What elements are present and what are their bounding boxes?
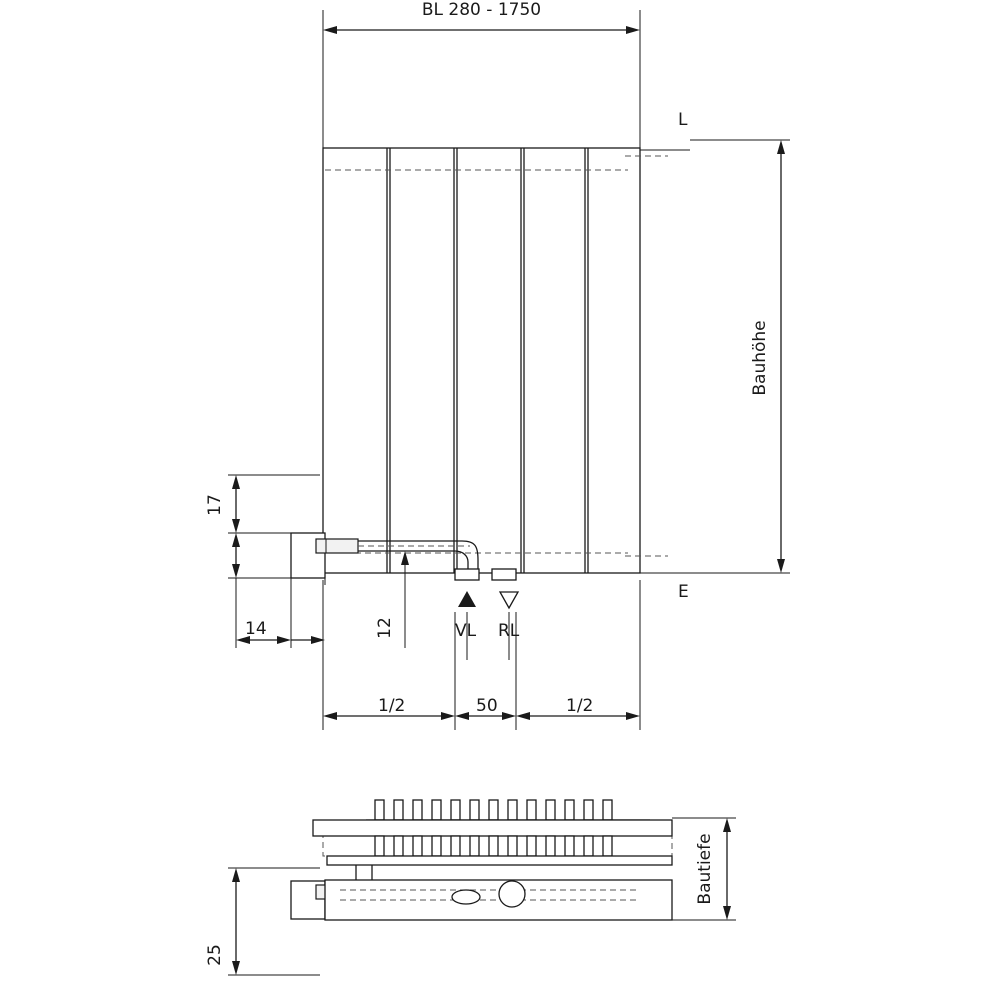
label-bautiefe: Bautiefe [695, 833, 715, 905]
dimension-bottom-row [323, 580, 640, 730]
label-width-range: BL 280 - 1750 [421, 0, 542, 20]
valve-circle-icon [499, 881, 525, 907]
label-dim-14: 14 [245, 619, 267, 639]
label-bauhoehe: Bauhöhe [750, 320, 770, 396]
dimension-14 [236, 578, 325, 648]
label-bottom-connection: E [678, 582, 689, 602]
valve-ellipse-icon [452, 890, 480, 904]
label-dim-25: 25 [205, 944, 225, 966]
label-dim-half-left: 1/2 [378, 696, 406, 716]
flow-return-markers [455, 591, 520, 660]
flow-arrow-icon [458, 591, 476, 607]
dimension-width-range [323, 10, 640, 150]
label-flow: VL [455, 621, 477, 641]
connection-bottom-E [640, 573, 690, 602]
front-view-panel [323, 148, 668, 573]
label-dim-half-right: 1/2 [566, 696, 594, 716]
side-view-body [291, 880, 672, 920]
return-arrow-icon [500, 592, 518, 608]
dimension-bautiefe [672, 818, 736, 920]
label-dim-17: 17 [205, 494, 225, 516]
label-dim-12: 12 [375, 617, 395, 639]
connection-top-L [640, 110, 690, 150]
label-top-connection: L [678, 110, 688, 130]
label-return: RL [498, 621, 520, 641]
side-view-fins-upper [313, 800, 672, 885]
fin-comb-row-1 [366, 800, 650, 820]
dimension-bauhoehe [690, 140, 790, 573]
label-dim-50: 50 [476, 696, 498, 716]
fin-comb-row-2 [375, 836, 612, 856]
